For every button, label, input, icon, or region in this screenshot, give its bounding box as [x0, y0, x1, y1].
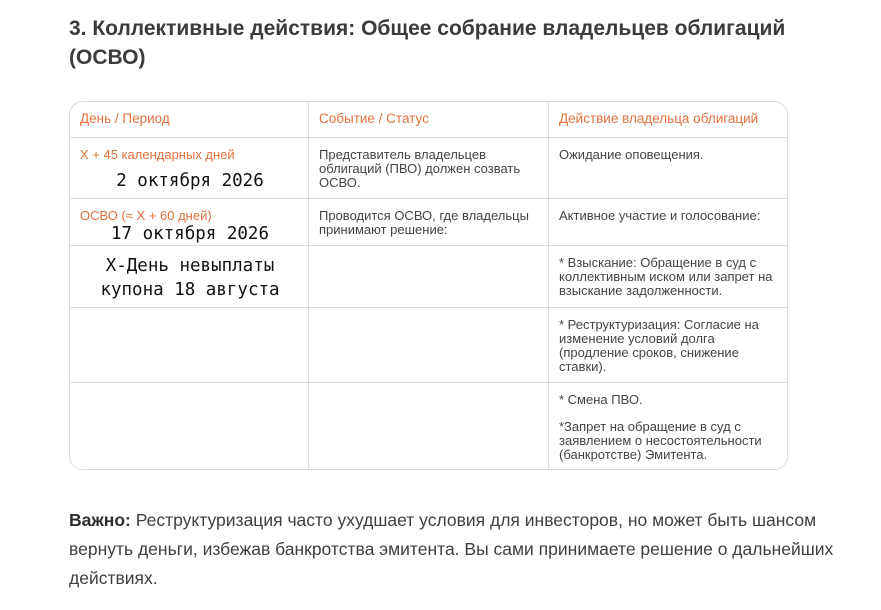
action-cell: Ожидание оповещения.	[559, 147, 704, 162]
handwritten-date: 2 октября 2026	[116, 171, 264, 191]
important-note	[69, 506, 849, 593]
header-period: День / Период	[80, 111, 170, 126]
section-heading: 3. Коллективные действия: Общее собрание владельцев облигаций (ОСВО)	[69, 17, 786, 69]
event-cell: Проводится ОСВО, где владельцы принимают решение:	[319, 208, 529, 237]
event-cell: Представитель владельцев облигаций (ПВО) должен созвать ОСВО.	[319, 147, 521, 190]
row-divider	[70, 382, 787, 383]
note-label: Важно:	[69, 510, 131, 530]
header-event: Событие / Статус	[319, 111, 429, 126]
action-cell: * Смена ПВО.	[559, 392, 643, 407]
period-cell: X + 45 календарных дней	[80, 147, 235, 162]
row-divider	[70, 307, 787, 308]
handwritten-xday: купона 18 августа	[100, 280, 280, 300]
action-cell-extra: *Запрет на обращение в суд с заявлением о несостоятельности (банкротстве) Эмитента.	[559, 419, 762, 462]
action-cell: Активное участие и голосование:	[559, 208, 761, 223]
handwritten-xday: X-День невыплаты	[105, 256, 275, 276]
header-action: Действие владельца облигаций	[559, 111, 759, 126]
column-divider	[548, 102, 549, 469]
row-divider	[70, 198, 787, 199]
period-cell: ОСВО (≈ X + 60 дней)	[80, 208, 212, 223]
action-cell: * Реструктуризация: Согласие на изменение условий долга (продление сроков, снижение ставки).	[559, 317, 759, 374]
handwritten-date: 17 октября 2026	[110, 224, 270, 244]
note-text: Реструктуризация часто ухудшает условия для инвесторов, но может быть шансом вернуть деньги, избежав банкротства эмитента. Вы сами принимаете решение о дальнейших действиях.	[69, 510, 834, 588]
action-cell: * Взыскание: Обращение в суд с коллективным иском или запрет на взыскание задолженности.	[559, 255, 773, 298]
row-divider	[70, 137, 787, 138]
